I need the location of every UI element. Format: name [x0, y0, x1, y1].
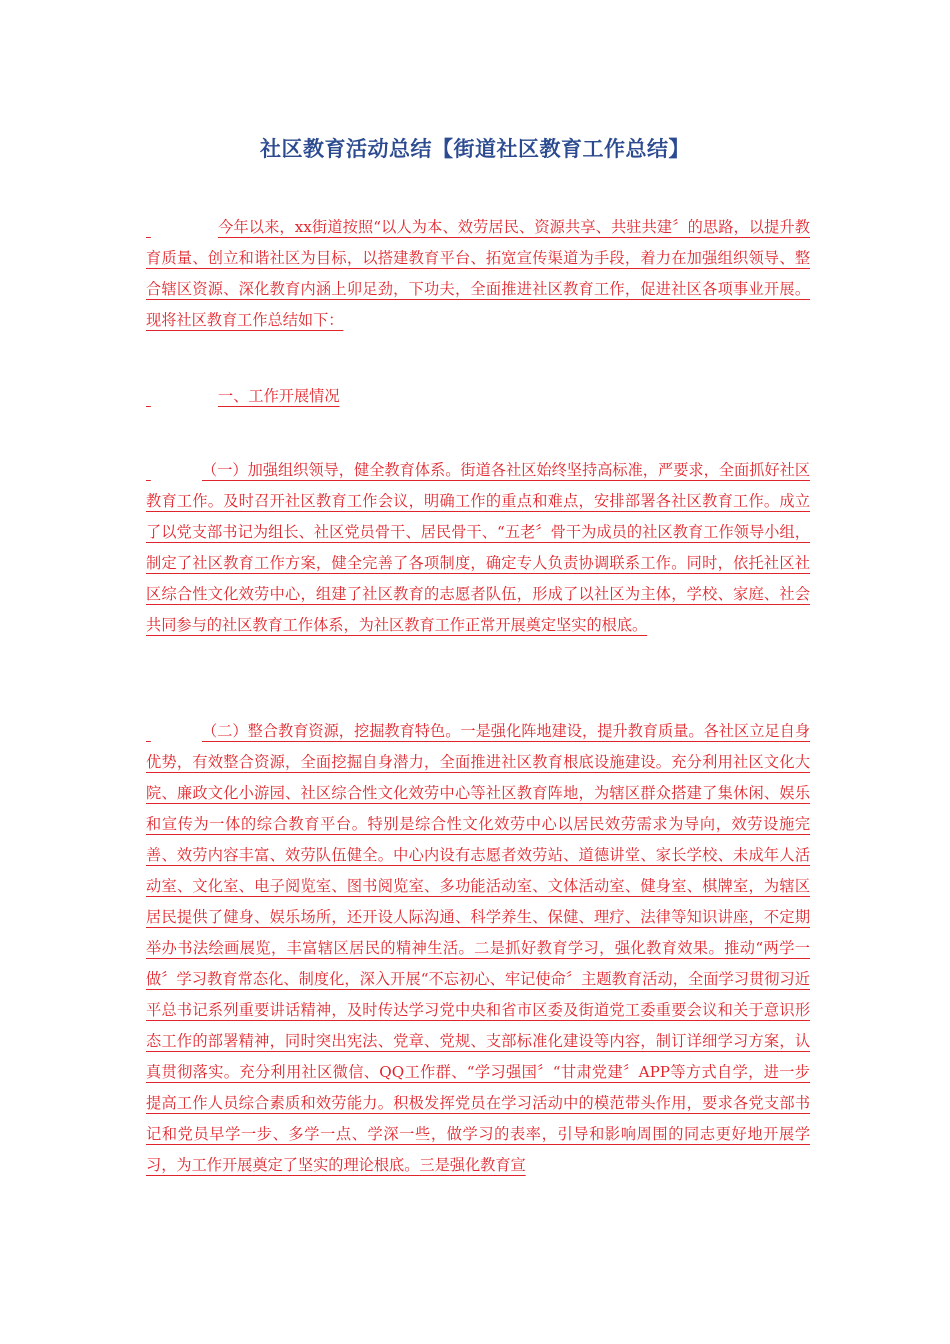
paragraph-intro [146, 212, 810, 336]
paragraph-indent [146, 212, 218, 243]
paragraph-organization [146, 455, 810, 641]
paragraph-indent [146, 716, 202, 747]
section-heading-1 [146, 381, 810, 412]
paragraph-resources [146, 716, 810, 1181]
section-heading-text: 一、工作开展情况 [218, 387, 340, 405]
paragraph-text: （二）整合教育资源，挖掘教育特色。一是强化阵地建设，提升教育质量。各社区立足自身优势，有效整合资源，全面挖掘自身潜力，全面推进社区教育根底设施建设。充分利用社区文化大院、廉政文化小游园、社区综合性文化效劳中心等社区教育阵地，为辖区群众搭建了集休闲、娱乐和宣传为一体的综合教育平台。特别是综合性文化效劳中心以居民效劳需求为导向，效劳设施完善、效劳内容丰富、效劳队伍健全。中心内设有志愿者效劳站、道德讲堂、家长学校、未成年人活动室、文化室、电子阅览室、图书阅览室、多功能活动室、文体活动室、健身室、棋牌室，为辖区居民提供了健身、娱乐场所，还开设人际沟通、科学养生、保健、理疗、法律等知识讲座，不定期举办书法绘画展览，丰富辖区居民的精神生活。二是抓好教育学习，强化教育效果。推动“两学一做〞学习教育常态化、制度化，深入开展“不忘初心、牢记使命〞主题教育活动，全面学习贯彻习近平总书记系列重要讲话精神，及时传达学习党中央和省市区委及街道党工委重要会议和关于意识形态工作的部署精神，同时突出宪法、党章、党规、支部标准化建设等内容，制订详细学习方案，认真贯彻落实。充分利用社区微信、QQ工作群、“学习强国〞“甘肃党建〞APP等方式自学，进一步提高工作人员综合素质和效劳能力。积极发挥党员在学习活动中的模范带头作用，要求各党支部书记和党员早学一步、多学一点、学深一些，做学习的表率，引导和影响周围的同志更好地开展学习，为工作开展奠定了坚实的理论根底。三是强化教育宣 [146, 722, 810, 1174]
paragraph-text: （一）加强组织领导，健全教育体系。街道各社区始终坚持高标准，严要求，全面抓好社区教育工作。及时召开社区教育工作会议，明确工作的重点和难点，安排部署各社区教育工作。成立了以党支部书记为组长、社区党员骨干、居民骨干、“五老〞骨干为成员的社区教育工作领导小组，制定了社区教育工作方案，健全完善了各项制度，确定专人负责协调联系工作。同时，依托社区社区综合性文化效劳中心，组建了社区教育的志愿者队伍，形成了以社区为主体，学校、家庭、社会共同参与的社区教育工作体系，为社区教育工作正常开展奠定坚实的根底。 [146, 461, 810, 634]
paragraph-indent [146, 381, 218, 412]
document-title: 社区教育活动总结【街道社区教育工作总结】 [260, 137, 690, 161]
paragraph-text: 今年以来，xx街道按照“以人为本、效劳居民、资源共享、共驻共建〞的思路，以提升教育质量、创立和谐社区为目标，以搭建教育平台、拓宽宣传渠道为手段，着力在加强组织领导、整合辖区资源、深化教育内涵上卯足劲，下功夫，全面推进社区教育工作，促进社区各项事业开展。现将社区教育工作总结如下： [146, 218, 810, 329]
paragraph-indent [146, 455, 202, 486]
